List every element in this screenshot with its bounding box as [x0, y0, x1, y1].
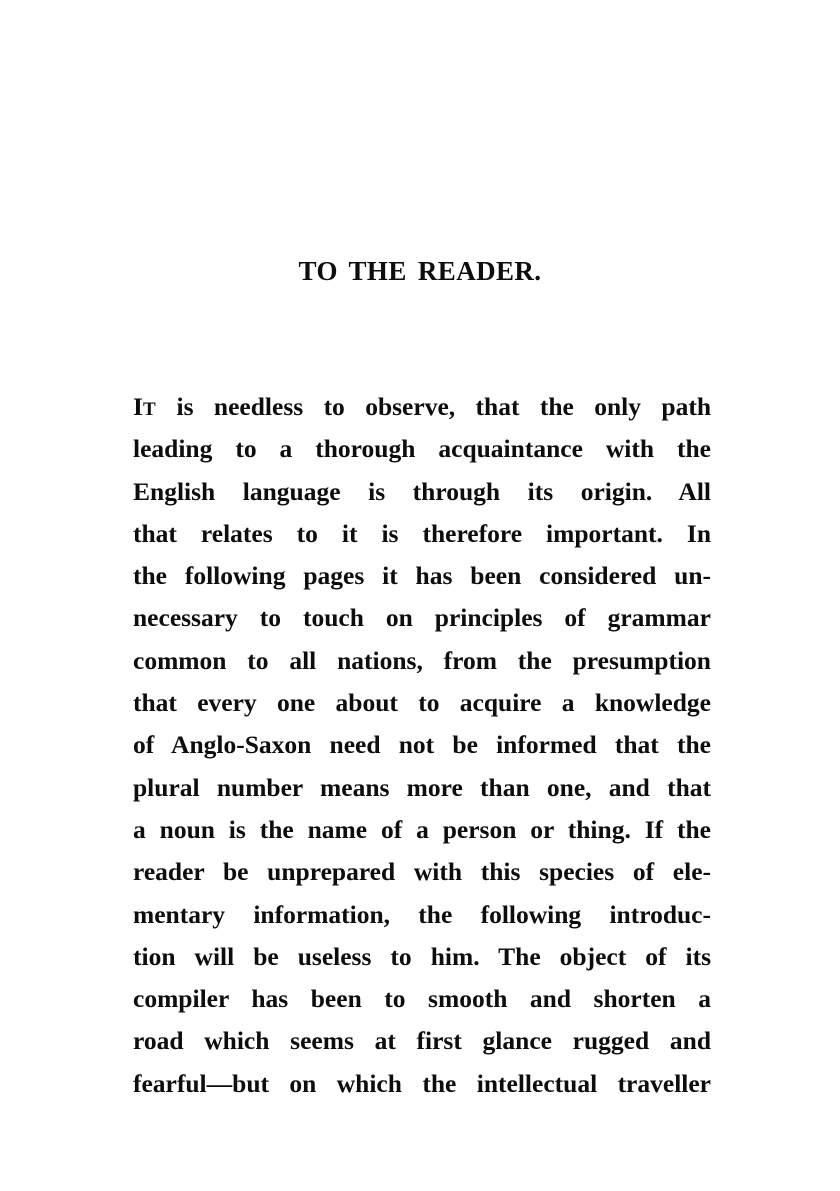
- text-line-11: a noun is the name of a person or thing. If the: [133, 814, 711, 844]
- text-line-15: compiler has been to smooth and shorten a: [133, 984, 711, 1014]
- text-line-9: of Anglo-Saxon need not be informed that the: [133, 730, 711, 760]
- small-caps-letters: T: [142, 399, 157, 420]
- page-heading: TO THE READER.: [298, 256, 542, 286]
- initial-capital: I: [133, 392, 143, 421]
- body-paragraph: [133, 386, 711, 1105]
- text-line-10: plural number means more than one, and that: [133, 772, 711, 802]
- text-line-5: the following pages it has been considered un-: [133, 561, 711, 591]
- text-line-7: common to all nations, from the presumption: [133, 645, 711, 675]
- text-line-12: reader be unprepared with this species of ele-: [133, 857, 711, 887]
- text-line-14: tion will be useless to him. The object of its: [133, 941, 711, 971]
- text-line-8: that every one about to acquire a knowledge: [133, 688, 711, 718]
- text-line-17: fearful—but on which the intellectual traveller: [133, 1068, 711, 1098]
- text-line-13: mentary information, the following introduc-: [133, 899, 711, 929]
- text-line-1: [133, 386, 711, 428]
- text-line-16: road which seems at first glance rugged and: [133, 1026, 711, 1056]
- text-line-6: necessary to touch on principles of grammar: [133, 603, 711, 633]
- text-line-4: that relates to it is therefore important. In: [133, 518, 711, 548]
- text-line-3: English language is through its origin. All: [133, 476, 711, 506]
- text-line-1-rest: is needless to observe, that the only path: [156, 392, 711, 421]
- text-line-2: leading to a thorough acquaintance with the: [133, 434, 711, 464]
